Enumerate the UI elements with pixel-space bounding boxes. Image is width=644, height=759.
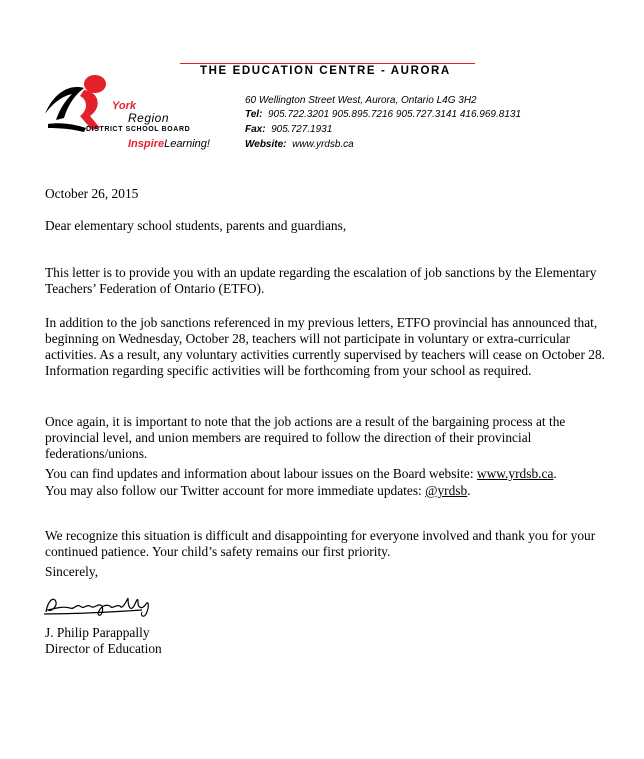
paragraph-2: In addition to the job sanctions referenced in my previous letters, ETFO provincial has announced that, beginning on Wednesday, October 28, teachers will not participate in voluntary or extra-curricular activities. As a result, any voluntary activities currently supervised by teachers will cease on October 28. Information regarding specific activities will be forthcoming from your school as required. [45,315,606,379]
website-label: Website: [245,139,287,150]
tel-line [245,109,521,120]
letter-date: October 26, 2015 [45,186,139,201]
header-rule [180,63,475,64]
website-period: . [553,466,557,481]
fax-label: Fax: [245,124,266,135]
logo-board-text: DISTRICT SCHOOL BOARD [86,126,191,133]
website-line [245,139,354,150]
logo-york-text: York [112,100,137,112]
twitter-link[interactable]: @yrdsb [425,483,468,498]
paragraph-twitter [45,483,607,499]
tagline-inspire: Inspire [128,138,165,150]
tagline-learning: Learning! [164,138,210,150]
website-link[interactable]: www.yrdsb.ca [476,466,554,481]
paragraph-website [45,466,607,482]
closing: Sincerely, [45,564,99,579]
fax-line [245,124,332,135]
centre-title: THE EDUCATION CENTRE - AURORA [200,65,451,77]
tel-label: Tel: [245,109,263,120]
signer-title: Director of Education [45,641,162,656]
salutation: Dear elementary school students, parents and guardians, [45,218,347,233]
logo-region-text: Region [128,111,170,125]
twitter-text: You may also follow our Twitter account for more immediate updates: [45,483,426,498]
paragraph-1: This letter is to provide you with an update regarding the escalation of job sanctions by the Elementary Teachers’ Federation of Ontario (ETFO). [45,265,597,297]
address-line: 60 Wellington Street West, Aurora, Ontario L4G 3H2 [245,95,477,106]
website-text: You can find updates and information about labour issues on the Board website: [45,466,477,481]
paragraph-closing-remarks: We recognize this situation is difficult and disappointing for everyone involved and thank you for your continued patience. Your child’s safety remains our first priority. [45,528,596,560]
signer-name: J. Philip Parappally [45,625,150,640]
twitter-period: . [467,483,471,498]
signature-image [42,592,154,620]
paragraph-3: Once again, it is important to note that the job actions are a result of the bargaining process at the provincial level, and union members are required to follow the direction of their provincial federations/unions. [45,414,566,462]
fax-value: 905.727.1931 [271,124,333,135]
logo-tagline [128,138,210,150]
website-value: www.yrdsb.ca [292,139,354,150]
tel-value: 905.722.3201 905.895.7216 905.727.3141 416.969.8131 [267,109,522,120]
